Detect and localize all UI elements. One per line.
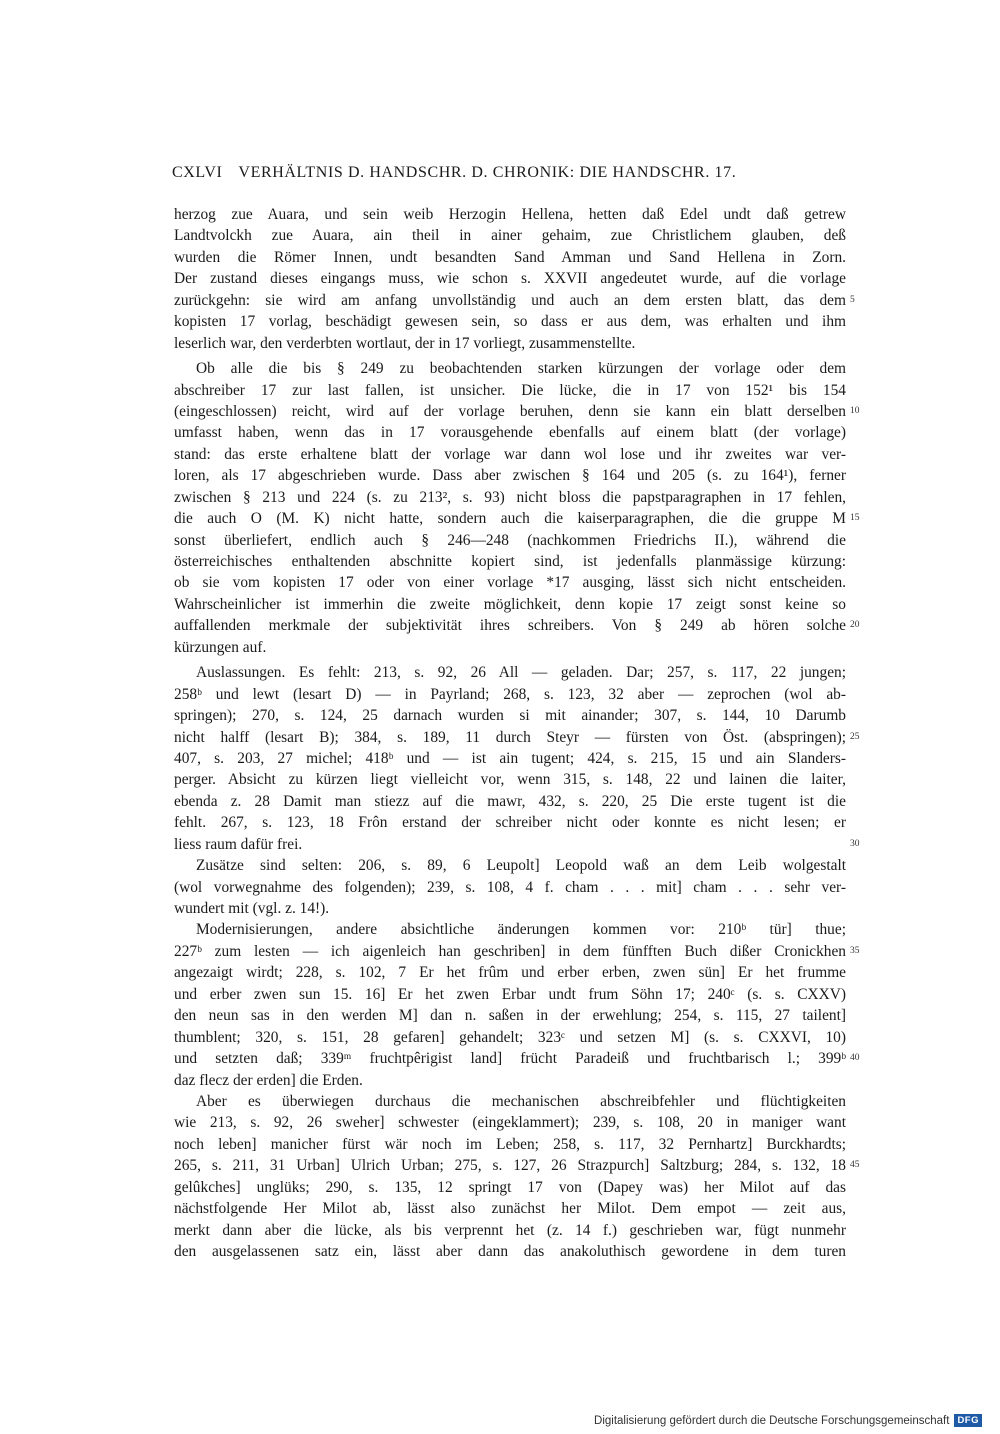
text-line — [174, 984, 846, 1005]
text-line-content: ob sie vom kopisten 17 oder von einer vorlage *17 ausging, lässt sich nicht entscheiden. — [174, 574, 846, 592]
text-line — [174, 962, 846, 983]
text-line-content: zwischen § 213 und 224 (s. zu 213², s. 93) nicht bloss die papstparagraphen in 17 fehlen, — [174, 488, 846, 506]
text-line-content: österreichisches enthaltenden abschnitte kopiert sind, ist jedenfalls planmässige kürzung: — [174, 553, 846, 570]
text-line-content: nicht halff (lesart B); 384, s. 189, 11 durch Steyr — fürsten von Öst. (abspringen); — [174, 728, 846, 746]
text-line-content: (wol vorwegnahme des folgenden); 239, s. 108, 4 f. cham . . . mit] cham . . . sehr ver- — [174, 878, 846, 896]
line-number: 30 — [850, 838, 860, 849]
text-line-content: daz flecz der erden] die Erden. — [174, 1071, 363, 1089]
text-line — [174, 358, 846, 379]
text-line — [174, 551, 846, 572]
text-line-content: liess raum dafür frei. — [174, 835, 303, 853]
text-line-content: angezaigt wirdt; 228, s. 102, 7 Er het frûm und erber erben, zwen sün] Er het frumme — [174, 964, 846, 982]
text-line — [174, 333, 846, 354]
text-line-content: wie 213, s. 92, 26 sweher] schwester (eingeklammert); 239, s. 108, 20 in maniger want — [174, 1114, 846, 1132]
text-line-content: wurden die Römer Innen, undt besandten Sand Amman und Sand Hellena in Zorn. — [174, 248, 846, 266]
text-line-content: perger. Absicht zu kürzen liegt vielleicht vor, wenn 315, s. 148, 22 und lainen die laiter, — [174, 771, 846, 789]
text-line — [174, 444, 846, 465]
text-line — [174, 530, 846, 551]
text-line-content: herzog zue Auara, und sein weib Herzogin Hellena, hetten daß Edel undt daß getrew — [174, 206, 846, 223]
text-line-content: ebenda z. 28 Damit man stiezz auf die mawr, 432, s. 220, 25 Die erste tugent ist die — [174, 792, 846, 810]
text-line-content: die auch O (M. K) nicht hatte, sondern auch die kaiserparagraphen, die die gruppe M — [174, 510, 846, 528]
text-line-content: loren, als 17 abgeschrieben wurde. Dass aber zwischen § 164 und 205 (s. zu 164¹), ferner — [174, 467, 846, 485]
text-line — [174, 919, 846, 940]
text-line — [174, 1220, 846, 1241]
line-number: 45 — [850, 1160, 860, 1171]
text-line — [174, 1134, 846, 1155]
text-line-content: fehlt. 267, s. 123, 18 Frôn erstand der schreiber nicht oder konnte es nicht lesen; er — [174, 814, 846, 832]
text-line — [174, 204, 846, 225]
text-line — [174, 855, 846, 876]
text-line-content: 258ᵇ und lewt (lesart D) — in Payrland; 268, s. 123, 32 aber — zeprochen (wol ab- — [174, 685, 846, 703]
text-line-content: nächstfolgende Her Milot ab, lässt also zunächst her Milot. Dem empot — zeit aus, — [174, 1200, 846, 1218]
text-line-content: auffallenden merkmale der subjektivität ihres schreibers. Von § 249 ab hören solche — [174, 617, 846, 635]
text-line — [174, 311, 846, 332]
text-line — [174, 1155, 860, 1176]
text-line — [174, 637, 846, 658]
text-line — [174, 684, 846, 705]
text-line — [174, 769, 846, 790]
text-line-content: Wahrscheinlicher ist immerhin die zweite möglichkeit, denn kopie 17 zeigt sonst keine so — [174, 595, 846, 613]
text-line — [174, 594, 846, 615]
text-line-content: wundert mit (vgl. z. 14!). — [174, 900, 330, 917]
text-line-content: und erber zwen sun 15. 16] Er het zwen Erbar undt frum Söhn 17; 240ᶜ (s. s. CXXV) — [174, 985, 846, 1003]
line-number: 20 — [850, 620, 860, 631]
text-line — [174, 791, 846, 812]
dfg-logo: DFG — [954, 1414, 982, 1427]
text-line — [174, 508, 860, 529]
line-number: 25 — [850, 731, 860, 742]
page-number: CXLVI — [172, 164, 223, 181]
text-line — [174, 1027, 846, 1048]
text-line-content: 407, s. 203, 27 michel; 418ᵇ und — ist ain tugent; 424, s. 215, 15 und ain Slanders- — [174, 749, 846, 767]
text-line — [174, 615, 860, 636]
text-line — [174, 1070, 846, 1091]
text-line — [174, 1198, 846, 1219]
text-block — [174, 204, 860, 1262]
funding-note: Digitalisierung gefördert durch die Deutsche Forschungsgemeinschaft — [594, 1414, 950, 1427]
text-line — [174, 898, 846, 919]
text-line-content: Auslassungen. Es fehlt: 213, s. 92, 26 All — geladen. Dar; 257, s. 117, 22 jungen; — [196, 664, 846, 682]
text-line — [174, 941, 860, 962]
text-line-content: zurückgehn: sie wird am anfang unvollständig und auch an dem ersten blatt, das dem — [174, 291, 846, 309]
text-line-content: Ob alle die bis § 249 zu beobachtenden starken kürzungen der vorlage oder dem — [196, 360, 846, 378]
running-title: VERHÄLTNIS D. HANDSCHR. D. CHRONIK: DIE HANDSCHR. 17. — [238, 164, 737, 181]
text-line-content: Modernisierungen, andere absichtliche änderungen kommen vor: 210ᵇ tür] thue; — [196, 921, 846, 939]
text-line-content: thumblent; 320, s. 151, 28 gefaren] gehandelt; 323ᶜ und setzen M] (s. s. CXXVI, 10) — [174, 1028, 846, 1046]
text-line — [174, 1241, 846, 1262]
text-line-content: sonst überliefert, endlich auch § 246—248 (nachkommen Friedrichs II.), während die — [174, 531, 846, 549]
text-line — [174, 268, 846, 289]
footer — [594, 1414, 982, 1427]
text-line-content: kürzungen auf. — [174, 638, 267, 656]
text-line — [174, 225, 846, 246]
text-line-content: Zusätze sind selten: 206, s. 89, 6 Leupolt] Leopold waß an dem Leib wolgestalt — [196, 857, 846, 875]
text-line — [174, 834, 860, 855]
text-line-content: den neun sas in den werden M] dan n. saßen in der erwehlung; 254, s. 115, 27 tailent] — [174, 1007, 846, 1025]
text-line — [174, 727, 860, 748]
text-line-content: und setzten daß; 339ᵐ fruchtpêrigist land] frücht Paradeiß und fruchtbarisch l.; 399ᵇ — [174, 1050, 846, 1068]
text-line — [174, 877, 846, 898]
text-line — [174, 748, 846, 769]
text-line — [174, 662, 846, 683]
line-number: 10 — [850, 405, 860, 416]
text-line-content: Aber es überwiegen durchaus die mechanischen abschreibfehler und flüchtigkeiten — [196, 1092, 846, 1110]
text-line-content: gelûkches] unglüks; 290, s. 135, 12 springt 17 von (Dapey was) her Milot auf das — [174, 1178, 846, 1196]
page-header — [172, 164, 828, 182]
text-line — [174, 380, 846, 401]
text-line — [174, 465, 846, 486]
text-line-content: leserlich war, den verderbten wortlaut, der in 17 vorliegt, zusammenstellte. — [174, 334, 636, 352]
text-line-content: den ausgelassenen satz ein, lässt aber dann das anakoluthisch gewordene in dem turen — [174, 1243, 846, 1260]
text-line — [174, 247, 846, 268]
text-line-content: merkt dann aber die lücke, als bis verprennt het (z. 14 f.) geschrieben war, fügt nunmehr — [174, 1221, 846, 1239]
text-line — [174, 1005, 846, 1026]
text-line — [174, 401, 860, 422]
line-number: 40 — [850, 1053, 860, 1064]
text-line — [174, 705, 846, 726]
text-line — [174, 812, 846, 833]
text-line-content: abschreiber 17 zur last fallen, ist unsicher. Die lücke, die in 17 von 152¹ bis 154 — [174, 381, 846, 399]
text-line — [174, 422, 846, 443]
text-line-content: kopisten 17 vorlag, beschädigt gewesen sein, so dass er aus dem, was erhalten und ihm — [174, 313, 846, 331]
text-line — [174, 1177, 846, 1198]
line-number: 35 — [850, 945, 860, 956]
text-line-content: (eingeschlossen) reicht, wird auf der vorlage beruhen, denn sie kann ein blatt derselben — [174, 402, 846, 420]
text-line — [174, 487, 846, 508]
text-line-content: springen); 270, s. 124, 25 darnach wurden si mit ainander; 307, s. 144, 10 Darumb — [174, 707, 846, 725]
text-line-content: stand: das erste erhaltene blatt der vorlage war dann wol lose und ihr zweites war ver- — [174, 445, 846, 463]
line-number: 5 — [850, 294, 855, 305]
text-line-content: Der zustand dieses eingangs muss, wie schon s. XXVII angedeutet wurde, auf die vorlage — [174, 270, 846, 288]
text-line-content: 265, s. 211, 31 Urban] Ulrich Urban; 275, s. 127, 26 Strazpurch] Saltzburg; 284, s. 132, 18 — [174, 1157, 846, 1175]
line-number: 15 — [850, 513, 860, 524]
text-line-content: Landtvolckh zue Auara, ain theil in ainer gehaim, zue Christlichem glauben, deß — [174, 227, 846, 245]
text-line — [174, 1112, 846, 1133]
text-line-content: 227ᵇ zum lesten — ich aigenleich han geschriben] in dem fünfften Buch dißer Cronickhen — [174, 942, 846, 960]
text-line — [174, 1048, 860, 1069]
text-line-content: noch leben] manicher fürst wär noch im Leben; 258, s. 117, 32 Pernhartz] Burckhardts; — [174, 1135, 846, 1153]
text-line — [174, 290, 855, 311]
text-line-content: umfasst haben, wenn das in 17 vorausgehende ebenfalls auf einem blatt (der vorlage) — [174, 424, 846, 442]
text-line — [174, 1091, 846, 1112]
text-line — [174, 572, 846, 593]
